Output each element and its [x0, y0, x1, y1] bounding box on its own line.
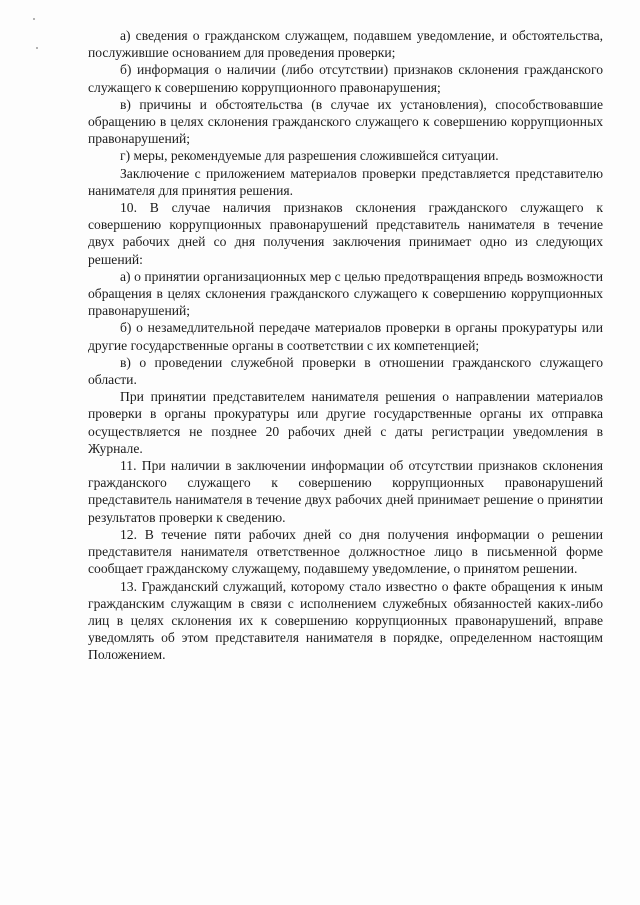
paragraph-item-g-info: г) меры, рекомендуемые для разрешения сложившейся ситуации.	[120, 148, 499, 164]
scan-speck	[36, 47, 38, 49]
paragraph-item-v-info: в) причины и обстоятельства (в случае их установления), способствовавшие обращению в целях склонения гражданского служащего к совершению коррупционных правонарушений;	[88, 96, 603, 147]
paragraph-section-11: 11. При наличии в заключении информации об отсутствии признаков склонения гражданского служащего к совершению коррупционных правонарушений представитель нанимателя в течение двух рабочих дней принимает решение о принятии результатов проверки к сведению.	[88, 458, 603, 525]
paragraph-section-12: 12. В течение пяти рабочих дней со дня получения информации о решении представителя нанимателя ответственное должностное лицо в письменной форме сообщает гражданскому служащему, подавшему уведомление, о принятом решении.	[88, 526, 603, 577]
paragraph-forwarding: При принятии представителем нанимателя решения о направлении материалов проверки в органы прокуратуры или другие государственные органы их отправка осуществляется не позднее 20 рабочих дней с даты регистрации уведомления в Журнале.	[88, 389, 603, 456]
paragraph-section-13: 13. Гражданский служащий, которому стало известно о факте обращения к иным гражданским служащим в связи с исполнением служебных обязанностей каких-либо лиц в целях склонения их к совершению коррупционных правонарушений, вправе уведомлять об этом представителя нанимателя в порядке, определенном настоящим Положением.	[88, 578, 603, 663]
paragraph-item-a-info: а) сведения о гражданском служащем, подавшем уведомление, и обстоятельства, послужившие основанием для проведения проверки;	[88, 28, 603, 61]
paragraph-decision-a: а) о принятии организационных мер с целью предотвращения впредь возможности обращения в целях склонения гражданского служащего к совершению коррупционных правонарушений;	[88, 268, 603, 319]
paragraph-decision-v: в) о проведении служебной проверки в отношении гражданского служащего области.	[88, 354, 603, 388]
paragraph-decision-b: б) о незамедлительной передаче материалов проверки в органы прокуратуры или другие государственные органы в соответствии с их компетенцией;	[88, 320, 603, 353]
paragraph-section-10: 10. В случае наличия признаков склонения гражданского служащего к совершению коррупционных правонарушений представитель нанимателя в течение двух рабочих дней со дня получения заключения принимает одно из следующих решений:	[88, 200, 603, 267]
scan-speck	[33, 18, 35, 20]
document-body	[88, 27, 603, 664]
paragraph-conclusion: Заключение с приложением материалов проверки представляется представителю нанимателя для принятия решения.	[88, 165, 603, 198]
paragraph-item-b-info: б) информация о наличии (либо отсутствии) признаков склонения гражданского служащего к совершению коррупционного правонарушения;	[88, 62, 603, 95]
